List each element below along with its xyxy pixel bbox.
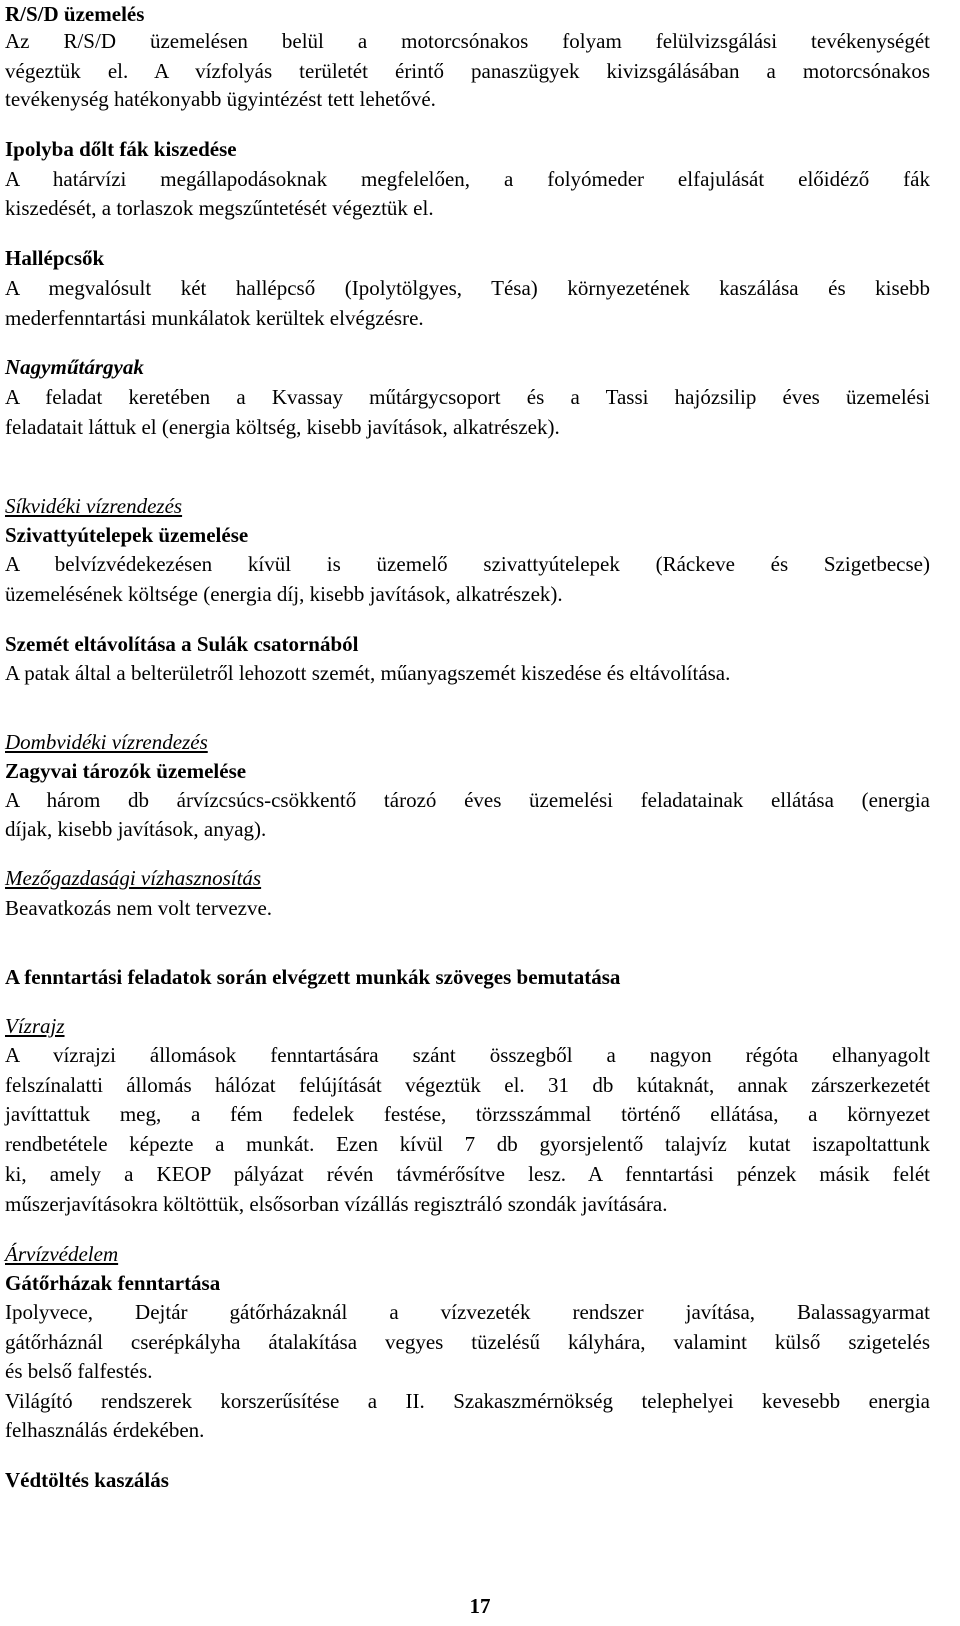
subheading-zagyvai: Zagyvai tározók üzemelése: [5, 759, 247, 783]
page-number: 17: [469, 1594, 491, 1618]
paragraph-line: Ipolyvece, Dejtár gátőrházaknál a vízvezeték rendszer javítása, Balassagyarmat: [5, 1300, 930, 1324]
paragraph-line: felszínalatti állomás hálózat felújítását végeztük el. 31 db kútaknát, annak zárszerkezetét: [5, 1073, 930, 1097]
paragraph-line: kiszedését, a torlaszok megszűntetését végeztük el.: [5, 196, 434, 220]
section-heading-vedtoltes: Védtöltés kaszálás: [5, 1468, 169, 1492]
paragraph-line: A határvízi megállapodásoknak megfelelően, a folyómeder elfajulását előidéző fák: [5, 167, 930, 191]
paragraph-line: Az R/S/D üzemelésen belül a motorcsónakos folyam felülvizsgálási tevékenységét: [5, 29, 930, 53]
paragraph-line: ki, amely a KEOP pályázat révén távmérősítve lesz. A fenntartási pénzek másik felét: [5, 1162, 930, 1186]
section-heading-arvizvedelem: Árvízvédelem: [5, 1242, 119, 1266]
paragraph-line: és belső falfestés.: [5, 1359, 153, 1383]
section-heading-ipolyba: Ipolyba dőlt fák kiszedése: [5, 137, 237, 161]
section-heading-hallepcsok: Hallépcsők: [5, 246, 105, 270]
paragraph-line: A három db árvízcsúcs-csökkentő tározó éves üzemelési feladatainak ellátása (energia: [5, 788, 930, 812]
paragraph-line: mederfenntartási munkálatok kerültek elvégzésre.: [5, 306, 424, 330]
paragraph-line: rendbetétele képezte a munkát. Ezen kívül 7 db gyorsjelentő talajvíz kutat iszapoltattunk: [5, 1132, 930, 1156]
paragraph-line: felhasználás érdekében.: [5, 1418, 205, 1442]
paragraph-line: feladatait láttuk el (energia költség, kisebb javítások, alkatrészek).: [5, 415, 560, 439]
section-heading-sikvideki: Síkvidéki vízrendezés: [5, 494, 183, 518]
paragraph-line: Beavatkozás nem volt tervezve.: [5, 896, 273, 920]
section-heading-rsd: R/S/D üzemelés: [5, 2, 145, 26]
section-heading-szemet: Szemét eltávolítása a Sulák csatornából: [5, 632, 359, 656]
paragraph-line: A belvízvédekezésen kívül is üzemelő szivattyútelepek (Ráckeve és Szigetbecse): [5, 552, 930, 576]
paragraph-line: A patak által a belterületről lehozott szemét, műanyagszemét kiszedése és eltávolítása.: [5, 661, 731, 685]
section-heading-fenntartasi: A fenntartási feladatok során elvégzett munkák szöveges bemutatása: [5, 965, 621, 989]
paragraph-line: díjak, kisebb javítások, anyag).: [5, 817, 267, 841]
section-heading-dombvideki: Dombvidéki vízrendezés: [5, 730, 208, 754]
section-heading-nagymutargyak: Nagyműtárgyak: [5, 355, 144, 379]
paragraph-line: végeztük el. A vízfolyás területét érintő panaszügyek kivizsgálásában a motorcsónakos: [5, 59, 930, 83]
paragraph-line: A feladat keretében a Kvassay műtárgycsoport és a Tassi hajózsilip éves üzemelési: [5, 385, 930, 409]
paragraph-line: tevékenység hatékonyabb ügyintézést tett lehetővé.: [5, 87, 436, 111]
paragraph-line: Világító rendszerek korszerűsítése a II. Szakaszmérnökség telephelyei kevesebb energia: [5, 1389, 930, 1413]
paragraph-line: üzemelésének költsége (energia díj, kisebb javítások, alkatrészek).: [5, 582, 563, 606]
paragraph-line: műszerjavításokra költöttük, elsősorban vízállás regisztráló szondák javítására.: [5, 1192, 668, 1216]
subheading-szivattyutelepek: Szivattyútelepek üzemelése: [5, 523, 249, 547]
section-heading-mezogazdasagi: Mezőgazdasági vízhasznosítás: [5, 866, 262, 890]
paragraph-line: gátőrháznál cserépkályha átalakítása vegyes tüzelésű kályhára, valamint külső szigetelés: [5, 1330, 930, 1354]
section-heading-vizrajz: Vízrajz: [5, 1014, 65, 1038]
paragraph-line: A megvalósult két hallépcső (Ipolytölgyes, Tésa) környezetének kaszálása és kisebb: [5, 276, 930, 300]
paragraph-line: A vízrajzi állomások fenntartására szánt összegből a nagyon régóta elhanyagolt: [5, 1043, 930, 1067]
paragraph-line: javíttattuk meg, a fém fedelek festése, törzsszámmal történő ellátása, a környezet: [5, 1102, 930, 1126]
subheading-gatorhazak: Gátőrházak fenntartása: [5, 1271, 221, 1295]
